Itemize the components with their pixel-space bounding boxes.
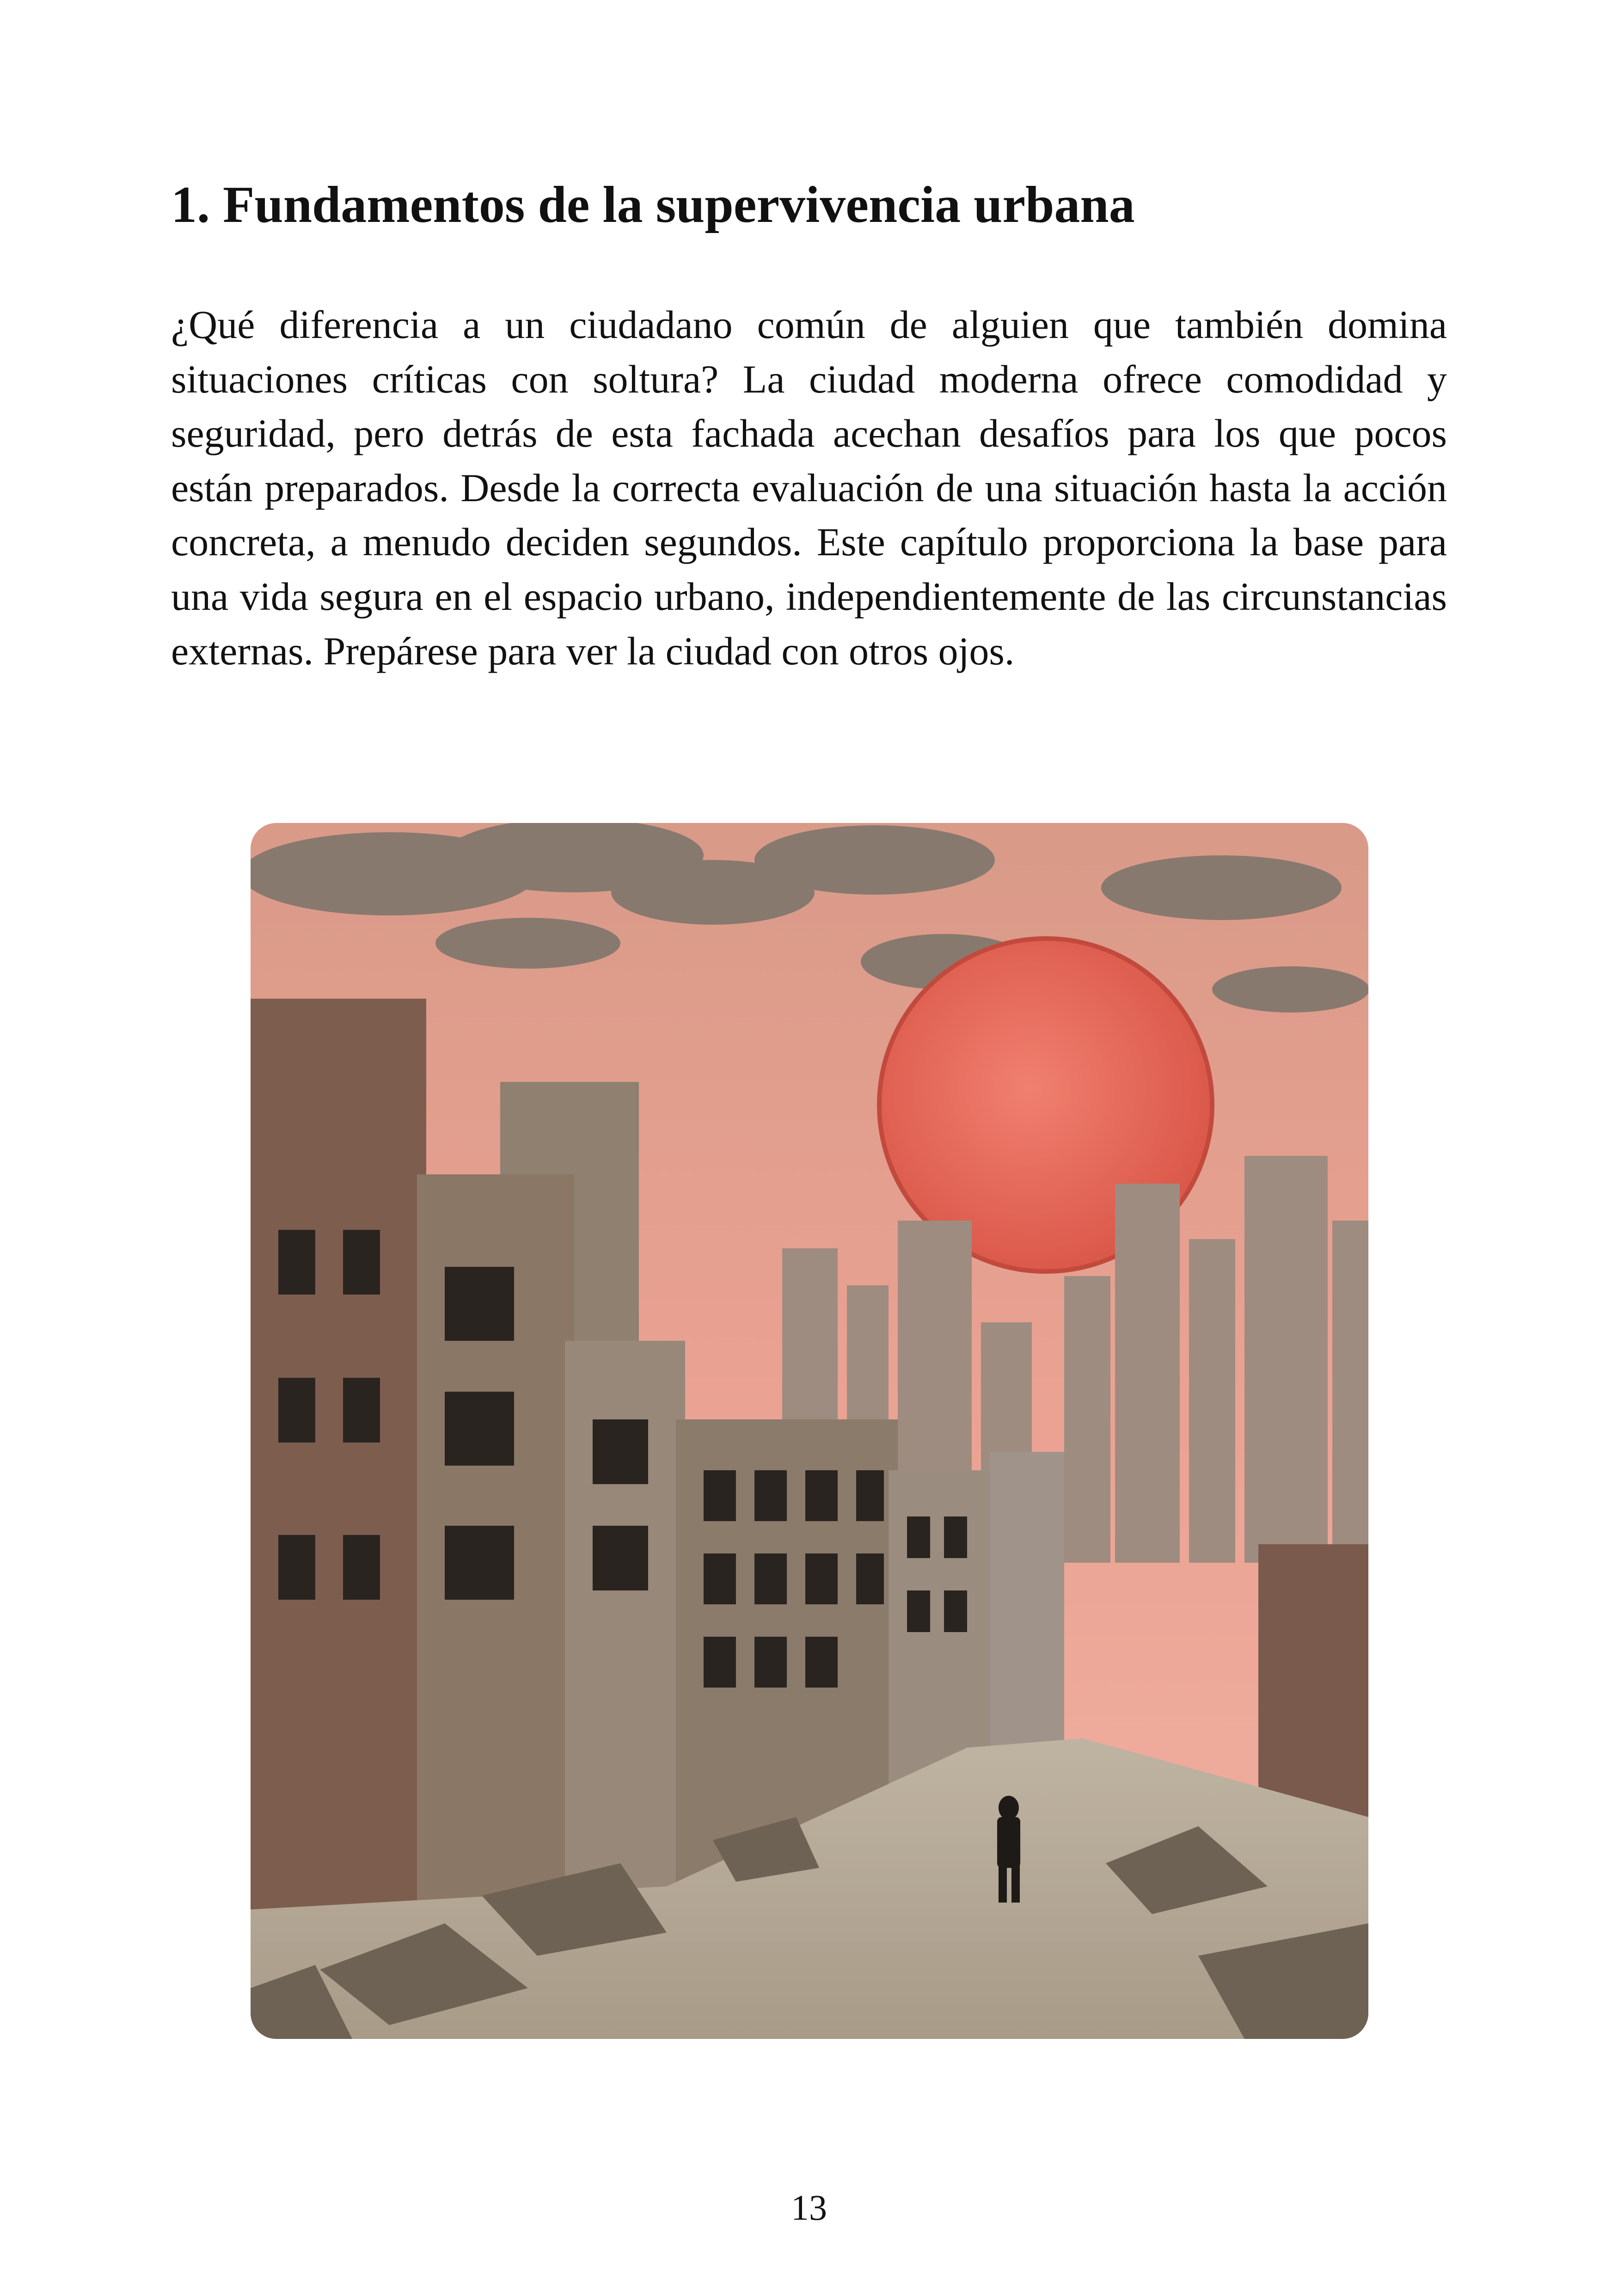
illustration-svg <box>251 823 1368 2039</box>
chapter-heading: 1. Fundamentos de la supervivencia urbana <box>171 176 1135 233</box>
page-number: 13 <box>791 2187 827 2228</box>
intro-paragraph: ¿Qué diferencia a un ciudadano común de alguien que también domina situaciones críticas con soltura? La ciudad moderna ofrece comodidad y seguridad, pero detrás de esta fachada acechan desafíos para los que pocos están preparados. Desde la correcta evaluación de una situación hasta la acción concreta, a menudo deciden segundos. Este capítulo proporciona la base para una vida segura en el espacio urbano, independientemente de las circunstancias externas. Prepárese para ver la ciudad con otros ojos. <box>171 302 1447 673</box>
ruined-city-illustration <box>251 823 1368 2039</box>
